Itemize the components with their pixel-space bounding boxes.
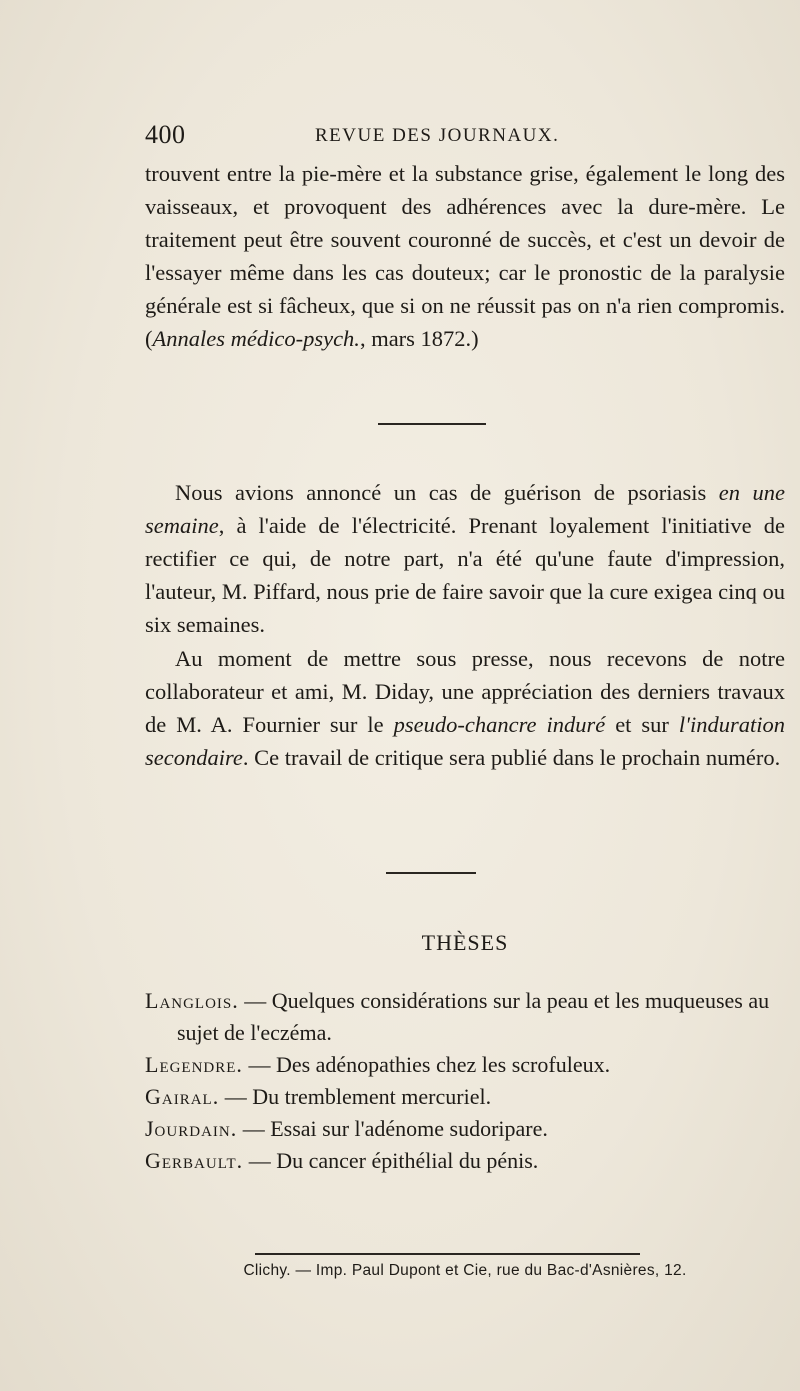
p3-italic2: l'induration secondaire (145, 712, 785, 770)
citation-journal: Annales médico-psych. (152, 326, 360, 351)
paragraph-diday (145, 642, 785, 774)
running-title: REVUE DES JOURNAUX. (315, 125, 560, 146)
theses-list (145, 985, 795, 1177)
citation-open: ( (145, 326, 153, 351)
thesis-title: — Quelques considérations sur la peau et les muqueuses au sujet de l'eczéma. (177, 988, 770, 1045)
p3-part2: et sur (605, 712, 679, 737)
list-item (145, 1145, 795, 1177)
imprint-divider (255, 1253, 640, 1255)
printer-imprint: Clichy. — Imp. Paul Dupont et Cie, rue du Bac-d'Asnières, 12. (243, 1262, 687, 1279)
list-item (145, 1081, 795, 1113)
thesis-title: — Essai sur l'adénome sudoripare. (237, 1116, 548, 1141)
p3-part1: Au moment de mettre sous presse, nous recevons de notre collaborateur et ami, M. Diday, une appréciation des derniers travaux de M. A. Fournier sur le (145, 646, 785, 737)
thesis-author: Gerbault. (145, 1148, 244, 1173)
thesis-author: Legendre. (145, 1052, 243, 1077)
thesis-author: Langlois. (145, 988, 239, 1013)
paragraph1-text: trouvent entre la pie-mère et la substance grise, également le long des vaisseaux, et provoquent des adhérences avec la dure-mère. Le traitement peut être souvent couronné de succès, et c'est un devoir de l'essayer même dans les cas douteux; car le pronostic de la paralysie générale est si fâcheux, que si on ne réussit pas on n'a rien compromis. (145, 161, 785, 318)
list-item (145, 1113, 795, 1145)
p2-part1: Nous avions annoncé un cas de guérison de psoriasis (175, 480, 719, 505)
thesis-title: — Du tremblement mercuriel. (219, 1084, 492, 1109)
thesis-title: — Du cancer épithélial du pénis. (243, 1148, 539, 1173)
paragraph-continuation (145, 157, 785, 355)
section-divider (378, 423, 486, 425)
p2-italic: en une semaine (145, 480, 785, 538)
p2-part2: , à l'aide de l'électricité. Prenant loyalement l'initiative de rectifier ce qui, de notre part, n'a été qu'une faute d'impression, l'auteur, M. Piffard, nous prie de faire savoir que la cure exigea cinq ou six semaines. (145, 513, 786, 637)
list-item (145, 1049, 795, 1081)
theses-heading: THÈSES (421, 930, 509, 955)
thesis-author: Jourdain. (145, 1116, 238, 1141)
thesis-author: Gairal. (145, 1084, 220, 1109)
page-header (145, 120, 785, 150)
section-divider (386, 872, 476, 874)
list-item (145, 985, 795, 1049)
paragraph-psoriasis (145, 476, 785, 641)
citation-date: , mars 1872.) (359, 326, 479, 351)
thesis-title: — Des adénopathies chez les scrofuleux. (242, 1052, 611, 1077)
p3-part3: . Ce travail de critique sera publié dans le prochain numéro. (242, 745, 781, 770)
p3-italic1: pseudo-chancre induré (393, 712, 606, 737)
page-number: 400 (145, 120, 186, 149)
